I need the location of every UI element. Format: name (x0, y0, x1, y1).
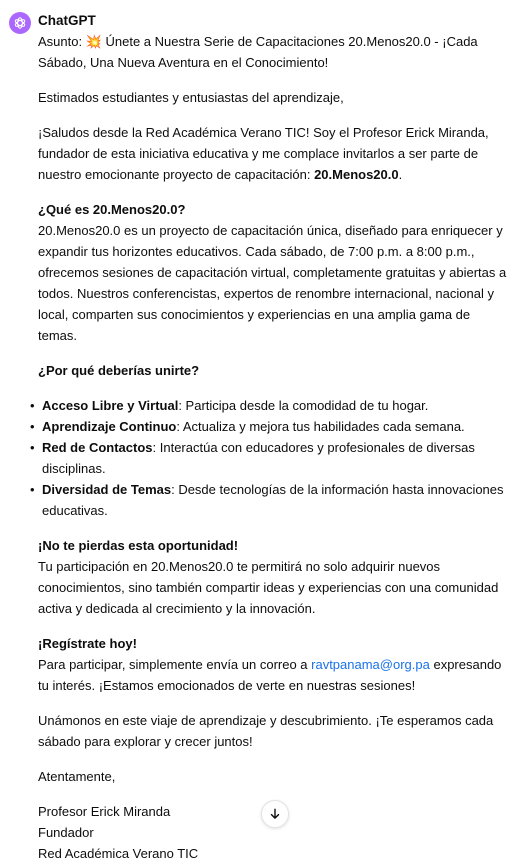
bullet-label: Acceso Libre y Virtual (42, 398, 179, 413)
bullet-text: : Actualiza y mejora tus habilidades cada semana. (176, 419, 465, 434)
subject-prefix: Asunto: (38, 34, 86, 49)
why-heading: ¿Por qué deberías unirte? (38, 363, 200, 378)
opportunity-section (38, 535, 508, 619)
benefits-list (38, 395, 508, 521)
chatgpt-avatar (9, 12, 31, 34)
list-item (38, 479, 508, 521)
message-author: ChatGPT (38, 13, 96, 28)
signature-org: Red Académica Verano TIC (38, 846, 199, 861)
email-link[interactable]: ravtpanama@org.pa (311, 657, 430, 672)
intro-project-name: 20.Menos20.0 (314, 167, 399, 182)
intro-text: ¡Saludos desde la Red Académica Verano TIC! Soy el Profesor Erick Miranda, fundador de esta iniciativa educativa y me complace invitarlos a ser parte de nuestro emocionante proyecto de capacitación: (38, 125, 489, 182)
opportunity-text: Tu participación en 20.Menos20.0 te permitirá no solo adquirir nuevos conocimientos, sino también compartir ideas y experiencias con una comunidad activa y dedicada al crecimiento y la innovación. (38, 559, 499, 616)
arrow-down-icon (268, 807, 282, 821)
subject-text: Únete a Nuestra Serie de Capacitaciones 20.Menos20.0 - ¡Cada Sábado, Una Nueva Aventura en el Conocimiento! (38, 34, 478, 70)
signoff: Atentamente, (38, 769, 116, 784)
register-text-after: expresando tu interés. ¡Estamos emocionados de verte en nuestras sesiones! (38, 657, 502, 693)
bullet-text: : Interactúa con educadores y profesionales de diversas disciplinas. (42, 440, 475, 476)
register-text-before: Para participar, simplemente envía un correo a (38, 657, 312, 672)
register-section (38, 633, 508, 696)
list-item (38, 416, 508, 437)
what-text: 20.Menos20.0 es un proyecto de capacitación única, diseñado para enriquecer y expandir tus horizontes educativos. Cada sábado, de 7:00 p.m. a 8:00 p.m., ofrecemos sesiones de capacitación virtual, completamente gratuitas y abiertas a todos. Nuestros conferencistas, expertos de renombre internacional, nacional y local, comparten sus conocimientos y experiencias en una amplia gama de temas. (38, 223, 507, 343)
subject-line (38, 31, 508, 73)
bullet-label: Red de Contactos (42, 440, 153, 455)
list-item (38, 437, 508, 479)
what-section (38, 199, 508, 346)
openai-logo-icon (13, 16, 27, 30)
bullet-label: Diversidad de Temas (42, 482, 172, 497)
intro-end: . (398, 167, 403, 182)
closing-paragraph: Unámonos en este viaje de aprendizaje y descubrimiento. ¡Te esperamos cada sábado para explorar y crecer juntos! (38, 713, 494, 749)
collision-emoji-icon: 💥 (85, 34, 102, 49)
scroll-to-bottom-button[interactable] (261, 800, 289, 828)
bullet-text: : Participa desde la comodidad de tu hogar. (178, 398, 429, 413)
signature-name: Profesor Erick Miranda (38, 804, 171, 819)
register-heading: ¡Regístrate hoy! (38, 636, 137, 651)
assistant-message (38, 31, 508, 864)
what-heading: ¿Qué es 20.Menos20.0? (38, 202, 186, 217)
opportunity-heading: ¡No te pierdas esta oportunidad! (38, 538, 239, 553)
signature-title: Fundador (38, 825, 94, 840)
greeting: Estimados estudiantes y entusiastas del aprendizaje, (38, 90, 344, 105)
intro-paragraph (38, 122, 508, 185)
list-item (38, 395, 508, 416)
bullet-label: Aprendizaje Continuo (42, 419, 177, 434)
why-section (38, 360, 508, 381)
bullet-text: : Desde tecnologías de la información hasta innovaciones educativas. (42, 482, 504, 518)
